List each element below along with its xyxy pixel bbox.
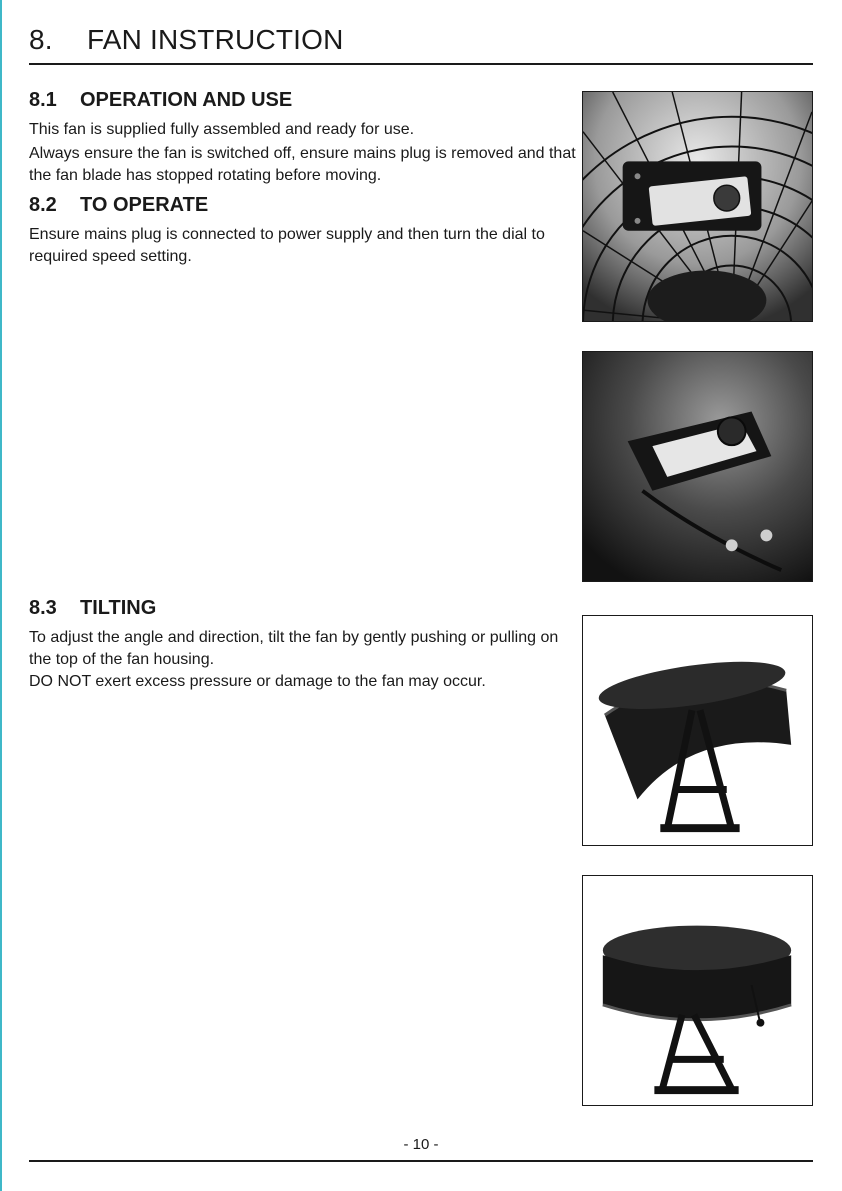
paragraph-supplied: This fan is supplied fully assembled and ready for use. [29, 121, 415, 138]
section-title: OPERATION AND USE [80, 89, 293, 111]
section-heading-operate [29, 194, 208, 217]
section-number: 8.3 [29, 597, 57, 619]
paragraph-warning: DO NOT exert excess pressure or damage to the fan may occur. [29, 673, 486, 690]
section-heading-tilting [29, 597, 156, 620]
paragraph-operate: Ensure mains plug is connected to power supply and then turn the dial to required speed setting. [29, 226, 545, 265]
photo-fan-tilted [582, 615, 813, 846]
page-number: - 10 - [403, 1136, 439, 1153]
photo-fan-front-regulator [582, 91, 813, 322]
section-heading-operation [29, 89, 292, 112]
footer-rule [29, 1160, 813, 1162]
header-rule [29, 63, 813, 65]
section-title: TILTING [80, 597, 157, 619]
section-number: 8.2 [29, 194, 57, 216]
page-title-number: 8. [29, 24, 53, 55]
photo-fan-upright [582, 875, 813, 1106]
page-title-text: FAN INSTRUCTION [87, 24, 344, 55]
photo-speed-regulator-closeup [582, 351, 813, 582]
paragraph-tilting: To adjust the angle and direction, tilt the fan by gently pushing or pulling on the top of the fan housing. [29, 629, 559, 668]
section-title: TO OPERATE [80, 194, 209, 216]
page-title [29, 24, 344, 56]
section-number: 8.1 [29, 89, 57, 111]
page-edge-line [0, 0, 2, 1191]
paragraph-safety: Always ensure the fan is switched off, ensure mains plug is removed and that the fan blade has stopped rotating before moving. [29, 145, 576, 184]
